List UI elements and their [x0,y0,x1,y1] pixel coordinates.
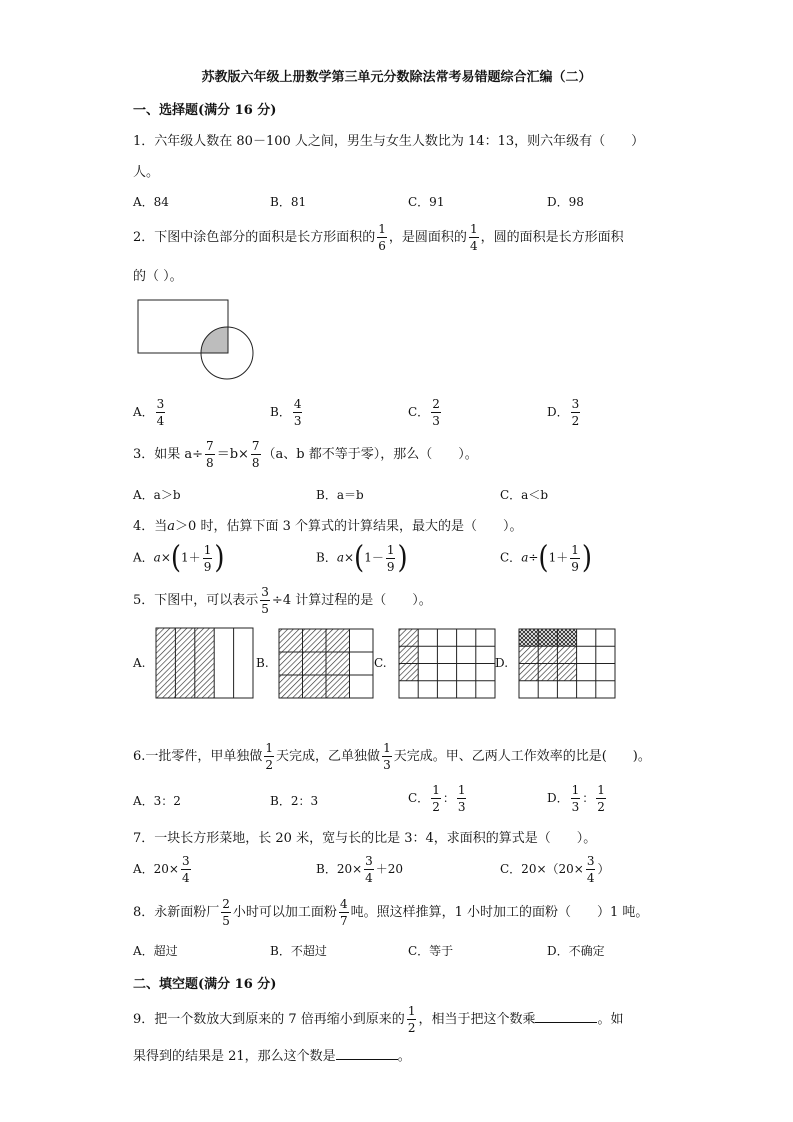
q5-label-d: D. [495,656,509,670]
q8-option-c: C．等于 [408,944,454,958]
q8-option-b: B．不超过 [270,944,327,958]
q2-option-d: D． $\frac{3}{2}$ [547,397,580,428]
q3-option-c: C．a＜b [500,488,549,502]
question-5-text: 5．下图中，可以表示 $\frac{3}{5}$ ÷4 计算过程的是（ ）。 [133,585,432,616]
question-4-text: 4．当a＞0 时，估算下面 3 个算式的计算结果，最大的是（ ）。 [133,519,523,534]
question-3-text: 3．如果 a÷ $\frac{7}{8}$ ＝b× $\frac{7}{8}$ （a、b 都不等于零），那么（ ）。 [133,439,478,470]
q4-option-a: A．a×(1＋ $\frac{1}{9}$ ) [133,540,225,576]
q5-figure-a [156,628,253,698]
question-9-text: 9．把一个数放大到原来的 7 倍再缩小到原来的 $\frac{1}{2}$ ，相当于把这个数乘 。如 [133,1004,624,1035]
fraction: $\frac{1}{4}$ [469,222,478,253]
q6-option-c: C． $\frac{1}{2}$ ： $\frac{1}{3}$ [408,783,466,814]
q5-label-b: B. [256,656,269,670]
page-title: 苏教版六年级上册数学第三单元分数除法常考易错题综合汇编（二） [201,70,592,85]
question-2-text: 2．下图中涂色部分的面积是长方形面积的 $\frac{1}{6}$ ，是圆面积的 $\frac{1}{4}$ ，圆的面积是长方形面积 [133,222,624,253]
q3-option-a: A．a＞b [133,488,181,502]
q8-option-d: D．不确定 [547,944,605,958]
fraction: $\frac{1}{6}$ [378,222,386,253]
q7-option-c: C．20×（20× $\frac{3}{4}$ ） [500,854,610,885]
q7-option-b: B．20× $\frac{3}{4}$ ＋20 [316,854,404,885]
answer-blank[interactable] [336,1047,398,1060]
q1-option-a: A．84 [133,195,169,209]
q4-option-b: B．a×(1－ $\frac{1}{9}$ ) [316,540,408,576]
q4-option-c: C．a÷(1＋ $\frac{1}{9}$ ) [500,540,592,576]
q5-figure-d [519,629,615,698]
q2-option-b: B． $\frac{4}{3}$ [270,397,302,428]
q6-option-b: B．2：3 [270,794,319,808]
question-7-text: 7．一块长方形菜地，长 20 米，宽与长的比是 3：4，求面积的算式是（ ）。 [133,831,597,846]
q5-label-c: C. [374,656,387,670]
q7-option-a: A．20× $\frac{3}{4}$ [133,854,190,885]
q3-option-b: B．a＝b [316,488,364,502]
answer-blank[interactable] [535,1010,597,1023]
q6-option-d: D． $\frac{1}{3}$ ： $\frac{1}{2}$ [547,783,605,814]
q1-option-c: C．91 [408,195,445,209]
q2-option-a: A． $\frac{3}{4}$ [133,397,165,428]
q1-option-b: B．81 [270,195,307,209]
q1-option-d: D．98 [547,195,584,209]
question-1-text: 1．六年级人数在 80－100 人之间，男生与女生人数比为 14：13，则六年级有（ ） [133,134,645,149]
question-2-text-cont: 的（ ）。 [133,269,183,284]
section-choice-heading: 一、选择题(满分 16 分) [133,103,277,118]
q2-option-c: C． $\frac{2}{3}$ [408,397,440,428]
q6-option-a: A．3：2 [133,794,181,808]
section-fill-heading: 二、填空题(满分 16 分) [133,977,277,992]
question-1-text-cont: 人。 [133,165,160,180]
question-6-text: 6.一批零件，甲单独做 $\frac{1}{2}$ 天完成，乙单独做 $\frac{1}{3}$ 天完成。甲、乙两人工作效率的比是( )。 [133,741,651,772]
q8-option-a: A．超过 [133,944,178,958]
question-9-text-cont: 果得到的结果是 21，那么这个数是 。 [133,1049,411,1064]
question-8-text: 8．永新面粉厂 $\frac{2}{5}$ 小时可以加工面粉 $\frac{4}{7}$ 吨。照这样推算，1 小时加工的面粉（ ）1 吨。 [133,897,649,928]
q5-figure-b [279,629,373,698]
q5-label-a: A. [133,656,146,670]
q5-figure-c [399,629,495,698]
